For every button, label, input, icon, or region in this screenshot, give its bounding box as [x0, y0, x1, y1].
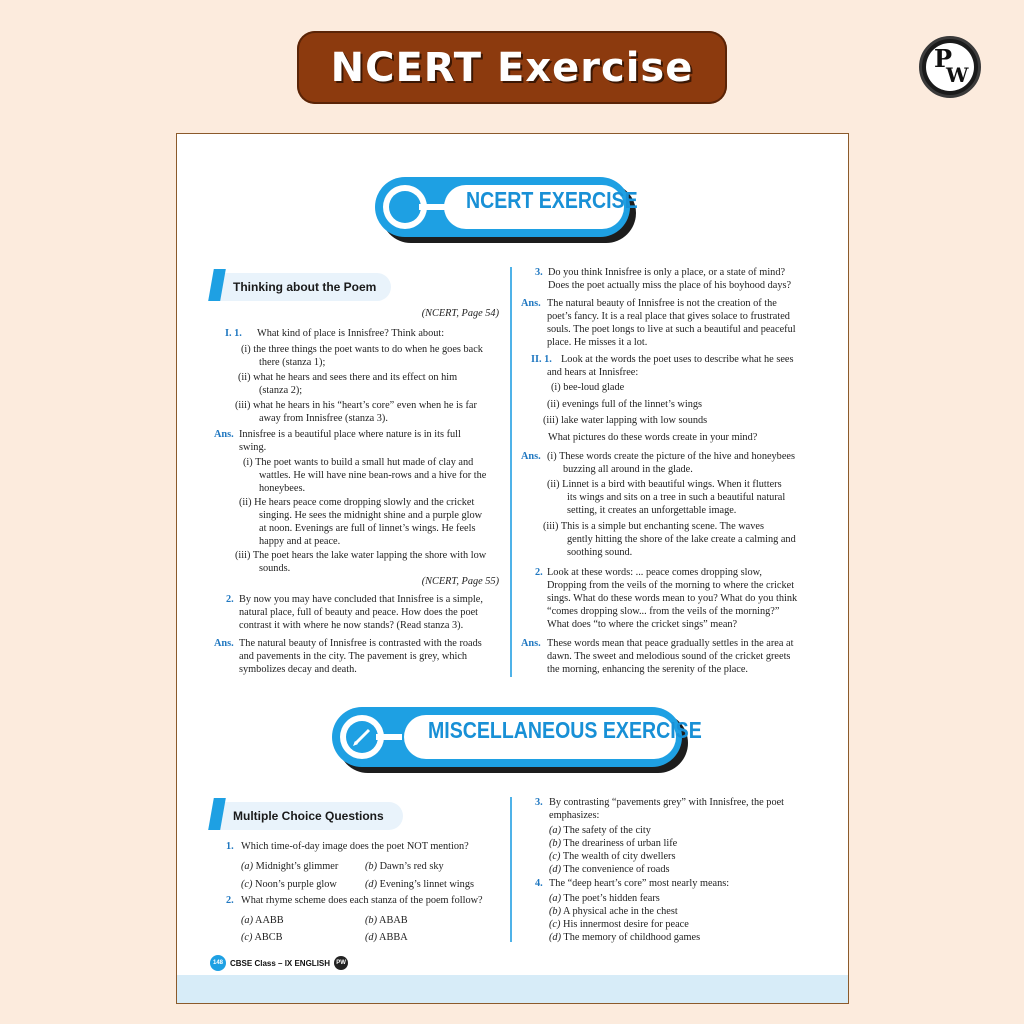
ref-page-54: (NCERT, Page 54): [421, 308, 499, 319]
a1-line1: Innisfree is a beautiful place where nature is in its full: [239, 429, 461, 440]
heading-text: MISCELLANEOUS EXERCISE: [428, 717, 702, 743]
q1-ii: (ii) what he hears and sees there and its effect on him: [238, 372, 458, 383]
ans-label: Ans.: [521, 451, 541, 462]
r-qII-line1: Look at the words the poet uses to describe what he sees: [561, 354, 794, 365]
opt-label: (c): [241, 932, 253, 943]
q1-iii: (iii) what he hears in his “heart’s core” even when he is far: [235, 400, 477, 411]
r-qII-line2: and hears at Innisfree:: [547, 367, 639, 378]
opt-label: (c): [241, 879, 253, 890]
mcq-q2-c: ABCB: [254, 932, 283, 943]
q-number: 3.: [535, 797, 543, 808]
mcq-q3-b: The dreariness of urban life: [563, 838, 678, 849]
opt-label: (d): [365, 879, 378, 890]
mcq-q3-a: The safety of the city: [563, 825, 651, 836]
mcq-q4: The “deep heart’s core” most nearly means:: [549, 878, 730, 889]
r-a3-line3: souls. The poet longs to live at such a beautiful and peaceful: [547, 324, 796, 335]
r-aII-ii1: (ii) Linnet is a bird with beautiful wings. When it flutters: [547, 479, 782, 490]
page-number: 148: [210, 955, 226, 971]
a1-ii2: singing. He sees the midnight shine and a purple glow: [259, 510, 483, 521]
ncert-exercise-heading: [375, 177, 638, 237]
mcq-q4-b: A physical ache in the chest: [563, 906, 678, 917]
heading-text: NCERT EXERCISE: [466, 187, 638, 213]
ref-page-55: (NCERT, Page 55): [421, 576, 499, 587]
r-aII-iii2: gently hitting the shore of the lake create a calming and: [567, 534, 796, 545]
section-title-text: Thinking about the Poem: [233, 280, 377, 294]
page-footer-band: [177, 975, 848, 1003]
opt-label: (b): [549, 838, 562, 849]
logo-letter-p: P: [934, 44, 953, 73]
r-q3-line1: Do you think Innisfree is only a place, or a state of mind?: [548, 267, 786, 278]
page-title: NCERT Exercise: [330, 44, 694, 91]
q-number: II. 1.: [531, 354, 552, 365]
footer-text: CBSE Class – IX ENGLISH: [230, 958, 331, 968]
mcq-q1-c: Noon’s purple glow: [255, 879, 337, 890]
r-a3-line2: poet’s fancy. It is a real place that gives solace to frustrated: [547, 311, 790, 322]
q1-ii-2: (stanza 2);: [259, 385, 303, 396]
r-a3-line1: The natural beauty of Innisfree is not the creation of the: [547, 298, 777, 309]
r-qII-i: (i) bee-loud glade: [551, 382, 625, 393]
q-number: 1.: [226, 841, 234, 852]
a1-i1: (i) The poet wants to build a small hut made of clay and: [243, 457, 474, 468]
q-number: 4.: [535, 878, 543, 889]
mcq-q1-b: Dawn’s red sky: [379, 861, 444, 872]
a1-line2: swing.: [239, 442, 267, 453]
opt-label: (c): [549, 919, 561, 930]
mcq-q2-d: ABBA: [379, 932, 408, 943]
column-divider: [510, 267, 512, 677]
mcq-q3-d: The convenience of roads: [563, 864, 670, 875]
a1-i2: wattles. He will have nine bean-rows and a hive for the: [259, 470, 487, 481]
r-aII-ii3: setting, it creates an unforgettable image.: [567, 505, 737, 516]
opt-label: (b): [365, 915, 378, 926]
r-q3-line2: Does the poet actually miss the place of his boyhood days?: [548, 280, 792, 291]
r-aII-iii1: (iii) This is a simple but enchanting scene. The waves: [543, 521, 764, 532]
r-aII-i1: (i) These words create the picture of the hive and honeybees: [547, 451, 795, 462]
r-qII-line3: What pictures do these words create in your mind?: [548, 432, 758, 443]
pw-mini-logo: PW: [334, 956, 348, 970]
r-aII-ii2: its wings and sits on a tree in such a beautiful natural: [567, 492, 786, 503]
r-q2-line4: “comes dropping slow... from the veils of the morning?”: [547, 606, 780, 617]
a2-line1: The natural beauty of Innisfree is contrasted with the roads: [239, 638, 482, 649]
mcq-q3-line1: By contrasting “pavements grey” with Innisfree, the poet: [549, 797, 785, 808]
mcq-q4-d: The memory of childhood games: [563, 932, 701, 943]
opt-label: (a): [549, 825, 562, 836]
r-aII-i2: buzzing all around in the glade.: [563, 464, 693, 475]
r-a2-line3: the morning, enhancing the serenity of the place.: [547, 664, 749, 675]
opt-label: (d): [365, 932, 378, 943]
mcq-q4-c: His innermost desire for peace: [563, 919, 689, 930]
misc-exercise-heading: [332, 707, 702, 767]
column-divider: [510, 797, 512, 942]
opt-label: (a): [549, 893, 562, 904]
section-title-text: Multiple Choice Questions: [233, 809, 384, 823]
r-q2-line3: sings. What do these words mean to you? What do you think: [547, 593, 798, 604]
q1-i: (i) the three things the poet wants to do when he goes back: [241, 344, 483, 355]
mcq-q2-a: AABB: [255, 915, 284, 926]
a1-iii1: (iii) The poet hears the lake water lapping the shore with low: [235, 550, 487, 561]
opt-label: (b): [549, 906, 562, 917]
r-aII-iii3: soothing sound.: [567, 547, 633, 558]
opt-label: (b): [365, 861, 378, 872]
mcq-q3-line2: emphasizes:: [549, 810, 600, 821]
a1-iii2: sounds.: [259, 563, 291, 574]
r-a2-line1: These words mean that peace gradually settles in the area at: [547, 638, 794, 649]
q1-text: What kind of place is Innisfree? Think about:: [257, 328, 445, 339]
page-footer: [210, 955, 348, 971]
logo-letter-w: W: [946, 63, 969, 87]
q1-i-2: there (stanza 1);: [259, 357, 326, 368]
r-qII-ii: (ii) evenings full of the linnet’s wings: [547, 399, 703, 410]
q2-line2: natural place, full of beauty and peace. How does the poet: [239, 607, 479, 618]
q2-line3: contrast it with where he now stands? (Read stanza 3).: [239, 620, 464, 631]
ans-label: Ans.: [214, 429, 234, 440]
a2-line2: and pavements in the city. The pavement is grey, which: [239, 651, 468, 662]
a1-ii4: happy and at peace.: [259, 536, 341, 547]
q-number: 2.: [226, 895, 234, 906]
a1-ii1: (ii) He hears peace come dropping slowly and the cricket: [239, 497, 475, 508]
opt-label: (d): [549, 932, 562, 943]
ans-label: Ans.: [521, 638, 541, 649]
opt-label: (d): [549, 864, 562, 875]
r-q2-line2: Dropping from the veils of the morning to where the cricket: [547, 580, 795, 591]
r-q2-line5: What does “to where the cricket sings” mean?: [547, 619, 738, 630]
pw-logo: [919, 36, 981, 98]
mcq-q1-d: Evening’s linnet wings: [379, 879, 474, 890]
q2-line1: By now you may have concluded that Innisfree is a simple,: [239, 594, 483, 605]
mcq-q4-a: The poet’s hidden fears: [563, 893, 660, 904]
opt-label: (a): [241, 861, 254, 872]
opt-label: (c): [549, 851, 561, 862]
book-page: [176, 133, 849, 1004]
a1-ii3: at noon. Evenings are full of linnet’s wings. He feels: [259, 523, 476, 534]
mcq-q3-c: The wealth of city dwellers: [562, 851, 676, 862]
a1-i3: honeybees.: [259, 483, 306, 494]
r-qII-iii: (iii) lake water lapping with low sounds: [543, 415, 708, 426]
q-number: I. 1.: [225, 328, 242, 339]
r-q2-line1: Look at these words: ... peace comes dropping slow,: [547, 567, 762, 578]
mcq-q2: What rhyme scheme does each stanza of the poem follow?: [241, 895, 483, 906]
mcq-q1: Which time-of-day image does the poet NOT mention?: [241, 841, 469, 852]
r-a2-line2: dawn. The sweet and melodious sound of the cricket greets: [547, 651, 791, 662]
ans-label: Ans.: [521, 298, 541, 309]
mcq-q1-a: Midnight’s glimmer: [255, 861, 339, 872]
mcq-q2-b: ABAB: [379, 915, 408, 926]
ans-label: Ans.: [214, 638, 234, 649]
q-number: 3.: [535, 267, 543, 278]
section-title-mcq: [213, 802, 403, 830]
a2-line3: symbolizes decay and death.: [239, 664, 357, 675]
opt-label: (a): [241, 915, 254, 926]
section-title-thinking: [213, 273, 391, 301]
r-a3-line4: place. He misses it a lot.: [547, 337, 648, 348]
q1-iii-2: away from Innisfree (stanza 3).: [259, 413, 388, 424]
q-number: 2.: [226, 594, 234, 605]
q-number: 2.: [535, 567, 543, 578]
title-banner: [297, 31, 727, 104]
